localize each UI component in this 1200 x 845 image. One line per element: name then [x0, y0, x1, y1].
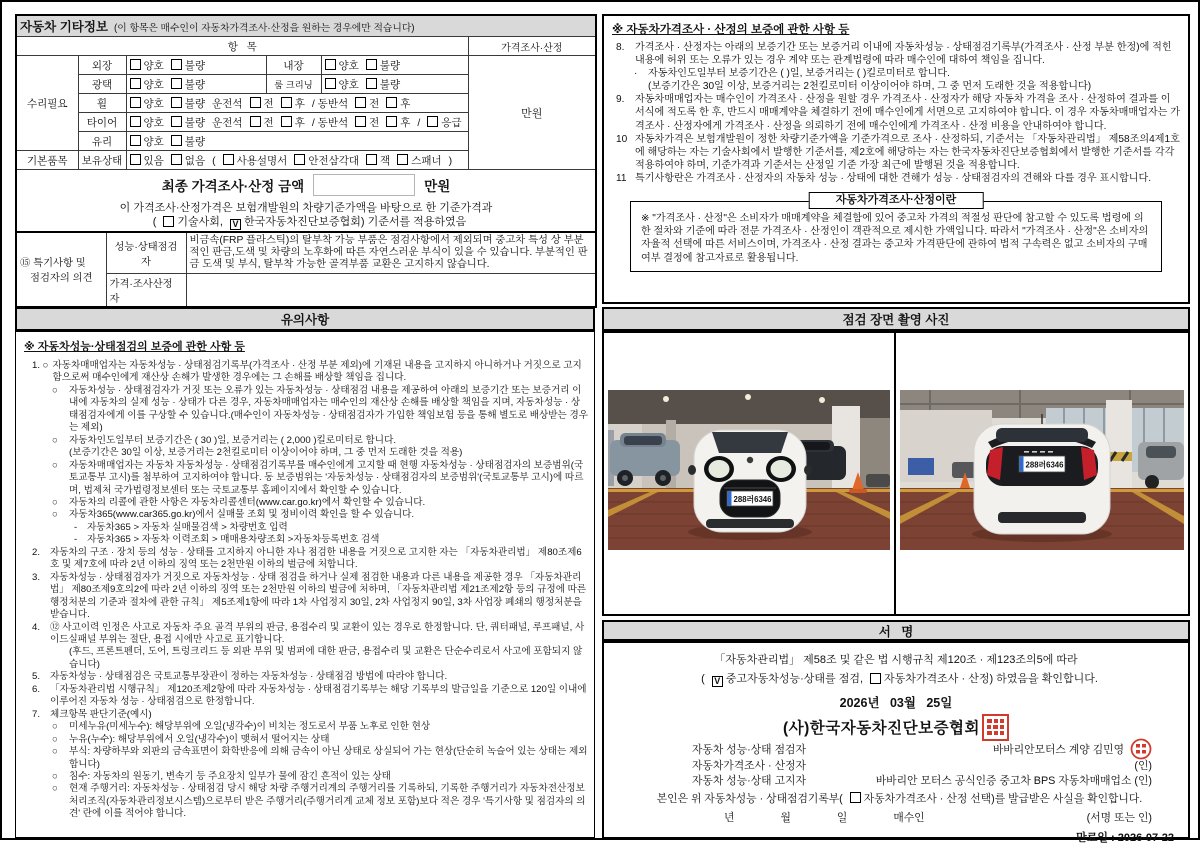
notice-item: [22, 646, 588, 671]
row-roomcleaning-checks: [321, 75, 468, 94]
checkbox-label: 전: [369, 97, 380, 110]
notice-item: [22, 547, 588, 572]
hold-state-label: 보유상태: [78, 151, 126, 170]
notice-item-text: 침수: 자동차의 원동기, 변속기 등 주요장치 일부가 물에 잠긴 흔적이 있는 상태: [69, 770, 391, 782]
notice-item: [612, 172, 1180, 185]
checkbox-label: 기술사회,: [177, 216, 223, 228]
row-polish-checks: [126, 75, 266, 94]
photo-rear-of-car: [900, 390, 1184, 550]
blue-cloth: [908, 458, 934, 475]
notice-item-marker: ○: [52, 783, 58, 795]
front-license-plate: [727, 491, 773, 506]
notice-item: [22, 622, 588, 647]
final-price-unit: 만원: [424, 179, 451, 194]
checkbox-label: 후: [294, 97, 305, 110]
notice-item-text: 체크항목 판단기준(예시): [50, 708, 152, 720]
buyer-confirm-line: [614, 791, 1178, 806]
notice-item: [612, 41, 1180, 67]
performance-notice-list: [22, 360, 588, 821]
checkbox-label: 후: [400, 116, 411, 129]
notice-item: [22, 497, 588, 509]
photo-front-of-car: [608, 390, 890, 550]
row-glass-checks: [126, 132, 468, 151]
final-price-input[interactable]: [313, 174, 415, 196]
notice-item: [22, 684, 588, 709]
notice-item-marker: 2.: [32, 546, 41, 558]
checkbox[interactable]: [130, 97, 141, 108]
appraiser-opinion-text: [186, 274, 596, 308]
checkbox-label: 불량: [184, 97, 206, 110]
checkbox[interactable]: [163, 216, 174, 227]
buyer-month-label: 월: [780, 811, 791, 824]
notice-item-marker: ○: [52, 746, 58, 758]
buyer-year-label: 년: [724, 811, 735, 824]
checkbox-checked[interactable]: V: [712, 676, 723, 687]
notice-item-marker: 11: [616, 172, 627, 184]
col-header-item: 항 목: [16, 37, 468, 56]
checkbox[interactable]: [250, 97, 261, 108]
sign-row-notifier-value: 바바리안 모터스 공식인증 중고차 BPS 자동차매매업소 (인): [875, 774, 1152, 787]
sign-row-appraiser: [614, 758, 1178, 773]
checkbox[interactable]: [870, 673, 881, 684]
inline-text: (: [212, 154, 216, 167]
checkbox-label: 전: [263, 116, 274, 129]
row-exterior-label: 외장: [78, 56, 126, 75]
notice-item: [612, 133, 1180, 172]
checkbox-label: 불량: [184, 59, 206, 72]
performance-notice-box: [15, 331, 595, 839]
special-notes-table: [15, 231, 597, 309]
checkbox[interactable]: [427, 116, 438, 127]
notice-item-marker: 10: [616, 133, 628, 145]
checkbox-label: 불량: [379, 59, 401, 72]
notice-item: [22, 447, 588, 459]
checkbox-label: 잭: [380, 154, 391, 167]
checkbox-label: 후: [400, 97, 411, 110]
notice-item-marker: ○: [52, 496, 58, 508]
rear-license-plate: [1019, 456, 1065, 472]
notice-item-text: 자동차인도일부터 보증기간은 ( )일, 보증거리는 ( )킬로미터로 합니다.: [648, 68, 950, 80]
checkbox[interactable]: [355, 116, 366, 127]
notice-item-text: 자동차365 > 자동차 실매물검색 > 차량번호 입력: [87, 521, 288, 533]
checkbox-label: 양호: [143, 78, 164, 91]
checkbox-label: 양호: [143, 116, 164, 129]
notice-item-text: 가격조사 · 산정자는 아래의 보증기간 또는 보증거리 이내에 자동차성능 · 상태점검기록부(가격조사 · 산정 부분 한정)에 적힌 내용에 허위 또는 오류가 있는 경우 계약 또는 관계법령에 따라 매수인에 대하여 책임을 집니다.: [635, 42, 1172, 67]
notice-item: [22, 572, 588, 622]
row-exterior-checks: [126, 56, 266, 75]
association-name: (사)한국자동차진단보증협회: [782, 720, 980, 737]
notice-item: [22, 460, 588, 497]
inline-text: 운전석: [212, 116, 243, 129]
notice-item-marker: 7.: [32, 708, 41, 720]
checkbox-label: 양호: [143, 97, 164, 110]
other-info-table: [15, 14, 597, 233]
basis-line-1: 이 가격조사·산정가격은 보험개발원의 차량기준가액을 바탕으로 한 기준가격과: [119, 202, 493, 214]
notice-item-text: 자동차매매업자는 자동차 자동차성능 · 상태점검기록부를 매수인에게 고지할 때 현행 자동차성능 · 상태점검자의 보증범위(국토교통부 고시)를 첨부하여 고지하여야 합니다. 동 보증범위는 '자동차성능 · 상태점검자의 보증범위'(국토교통부 고시)에 따르며, 법제처 국가법령정보센터 또는 국토교통부 홈페이지에서 확인할 수 있습니다.: [69, 459, 584, 496]
checkbox-label: 스패너: [411, 154, 442, 167]
inline-text: (: [701, 673, 705, 685]
row-wheel-label: 휠: [78, 94, 126, 113]
checkbox-label: 양호: [143, 135, 164, 148]
checkbox[interactable]: [250, 116, 261, 127]
checkbox[interactable]: [355, 97, 366, 108]
expiry-date: 만료일 : 2026-07-22: [1076, 831, 1174, 844]
other-info-subtitle: (이 항목은 매수인이 자동차가격조사·산정을 원하는 경우에만 적습니다): [114, 23, 415, 34]
sign-row-notifier-label: 자동차 성능·상태 고지자: [692, 774, 806, 787]
buyer-signature-row: [614, 810, 1178, 825]
checkbox-label: 후: [294, 116, 305, 129]
checkbox[interactable]: [281, 97, 292, 108]
signature-section-header: 서 명: [602, 620, 1190, 641]
appraisal-definition-title: 자동차가격조사·산정이란: [809, 192, 984, 209]
row-interior-checks: [321, 56, 468, 75]
svg-text:288러6346: 288러6346: [1025, 460, 1065, 470]
sign-row-appraiser-value: (인): [1134, 759, 1152, 772]
buyer-sign-hint: (서명 또는 인): [1086, 811, 1152, 824]
checkbox-label: 불량: [379, 78, 401, 91]
checkbox-checked[interactable]: V: [230, 219, 241, 230]
notice-item-text: 부식: 차량하부와 외판의 금속표면이 화학반응에 의해 금속이 아닌 상태로 상실되어 가는 현상(단순히 녹슬어 있는 상태는 제외합니다): [69, 746, 588, 770]
notice-item-marker: -: [74, 521, 78, 533]
checkbox-label: 있음: [143, 154, 164, 167]
checkbox[interactable]: [386, 116, 397, 127]
notice-item: [22, 534, 588, 546]
inline-text: / 동반석: [311, 97, 349, 110]
notice-item: [22, 671, 588, 683]
notice-item-marker: 1. ○: [32, 360, 49, 371]
checkbox[interactable]: [366, 154, 377, 165]
notice-item: [22, 509, 588, 521]
sign-row-appraiser-label: 자동차가격조사 · 산정자: [692, 759, 806, 772]
basic-items-checks: [126, 151, 468, 170]
notice-item-marker: 4.: [32, 621, 41, 633]
notice-item-marker: ○: [52, 770, 58, 782]
notice-item-text: 자동차의 리콜에 관한 사항은 자동차리콜센터(www.car.go.kr)에서 확인할 수 있습니다.: [69, 496, 426, 508]
inspector-opinion-text: 비금속(FRP 플라스틱)의 탈부착 가능 부품은 점검사항에서 제외되며 중고차 특성 상 부분적인 판금,도색 및 차량의 노후화에 따른 자연스러운 부식이 있을 수 있습니다. 부분적인 판금 도색 및 부식, 탈부착 가능한 골격부품 교환은 고지하지 않습니다.: [186, 232, 596, 274]
notice-item: [22, 360, 588, 385]
price-unit-cell: 만원: [468, 56, 596, 170]
basic-items-label: 기본품목: [16, 151, 78, 170]
notice-item: [22, 771, 588, 783]
notice-item-text: 현재 주행거리: 자동차성능 · 상태점검 당시 해당 차량 주행거리계의 주행거리를 기록하되, 기록한 주행거리가 자동차전산정보처리조직(자동차관리정보시스템)으로부터 받은 주행거리(주행거리계 교체 정보 포함)보다 적은 경우 '특기사항 및 점검자의 의견' 란에 이를 적어야 합니다.: [69, 783, 586, 820]
svg-text:288러6346: 288러6346: [733, 495, 773, 504]
buyer-day-label: 일: [836, 811, 848, 824]
notice-item-text: 자동차365 > 자동차 이력조회 > 매매용차량조회 >자동차등록번호 검색: [87, 534, 380, 546]
checkbox-label: 불량: [184, 78, 206, 91]
row-wheel-checks: [126, 94, 468, 113]
checkbox[interactable]: [223, 154, 234, 165]
notice-item: [612, 80, 1180, 93]
appraisal-definition-text: ※ "가격조사 · 산정"은 소비자가 매매계약을 체결함에 있어 중고차 가격의 적절성 판단에 참고할 수 있도록 법령에 의한 절차와 기준에 따라 전문 가격조사 · 산정인이 객관적으로 제시한 가액입니다. 따라서 "가격조사 · 산정"은 소비자의 자율적 선택에 따른 서비스이며, 가격조사 · 산정 결과는 중고차 가격판단에 관하여 법적 구속력은 없고 소비자의 구매여부 결정에 참고자료로 활용됩니다.: [641, 213, 1149, 264]
notice-item-marker: 9.: [616, 94, 625, 106]
checkbox[interactable]: [171, 135, 182, 146]
notice-item-text: 자동차성능 · 상태점검자가 거짓으로 자동차성능 · 상태 점검을 하거나 실제 점검한 내용과 다른 내용을 제공한 경우 「자동차관리법」 제80조제9호의2에 따라 2년 이하의 징역 또는 2천만원 이하의 벌금에 처하며, 「자동차관리법 제21조제2항 등의 규정에 따른 행정처분의 기준과 절차에 관한 규칙」 제5조제1항에 따라 1차 사업정지 30일, 2차 사업정지 90일, 3차 사업장 폐쇄의 행정처분을 받습니다.: [50, 571, 587, 621]
checkbox[interactable]: [325, 78, 336, 89]
performance-notice-title: ※ 자동차성능·상태점검의 보증에 관한 사항 등: [24, 341, 245, 353]
sign-row-inspector: [614, 741, 1178, 758]
inspector-opinion-label: 성능·상태점검자: [106, 232, 186, 274]
checkbox[interactable]: [325, 59, 336, 70]
checkbox-label: 양호: [143, 59, 164, 72]
notice-item-text: 자동차인도일부터 보증기간은 ( 30 )일, 보증거리는 ( 2,000 )킬로미터로 합니다.: [69, 434, 397, 446]
mini-front-car: [688, 430, 812, 532]
notice-item: [22, 721, 588, 733]
checkbox-label: 전: [263, 97, 274, 110]
final-price-line: [20, 174, 592, 196]
caution-section-header: 유의사항: [15, 307, 595, 331]
checkbox[interactable]: [171, 154, 182, 165]
checkbox[interactable]: [294, 154, 305, 165]
row-polish-label: 광택: [78, 75, 126, 94]
basis-line-2: [20, 215, 592, 230]
notice-item-marker: 8.: [616, 42, 625, 53]
repair-group-label: 수리필요: [16, 56, 78, 151]
notice-item: [612, 93, 1180, 132]
sign-row-inspector-value: 바바리안모터스 계양 김민영: [992, 743, 1124, 756]
notice-item-text: 자동차성능 · 상태점검자가 거짓 또는 오류가 있는 자동차성능 · 상태점검 내용을 제공하여 아래의 보증기간 또는 보증거리 이내에 자동차의 실제 성능 · 상태가 다른 경우, 자동차매매업자는 매수인의 재산상 손해를 배상할 책임을 지며, 자동차성능 · 상태점검자에게 이를 구상할 수 있습니다.(매수인이 자동차성능 · 상태점검자가 가입한 책임보험 등을 통해 별도로 배상받는 경우는 제외): [69, 384, 589, 434]
checkbox[interactable]: [130, 116, 141, 127]
notice-item: [22, 522, 588, 534]
association-line: [614, 714, 1178, 741]
notice-item-text: 특기사항란은 가격조사 · 산정자의 자동차 성능 · 상태에 대한 견해가 성능 · 상태점검자의 견해와 다를 경우 표시합니다.: [635, 172, 1152, 184]
photo-front-cell: [604, 333, 896, 614]
checkbox-label: 한국자동차진단보증협회) 기준서를 적용하였음: [243, 216, 467, 228]
notice-item: [22, 746, 588, 771]
notice-item-text: 자동차365(www.car365.go.kr)에서 실매물 조회 및 정비이력 확인을 할 수 있습니다.: [69, 509, 415, 521]
checkbox-label: 안전삼각대: [308, 154, 360, 167]
inline-text: 본인은 위 자동차성능 · 상태점검기록부(: [656, 792, 843, 805]
notice-item-text: 자동차매매업자는 매수인이 가격조사 · 산정을 원할 경우 가격조사 · 산정자가 해당 자동차 가격을 조사 · 산정하여 결과를 이 서식에 적도록 한 후, 반드시 매매계약을 체결하기 전에 매수인에게 서면으로 고지하여야 합니다. 이 경우 자동차매매업자는 가격조사 · 산정자에게 가격조사 · 산정을 의뢰하기 전에 매수인에게 가격조사 · 산정 비용을 안내하여야 합니다.: [635, 94, 1180, 132]
inline-text: /: [417, 116, 421, 129]
appraisal-definition-box: [630, 194, 1162, 272]
notice-item: [22, 435, 588, 447]
checkbox[interactable]: [130, 135, 141, 146]
checkbox[interactable]: [397, 154, 408, 165]
notice-item-text: 자동차의 구조 · 장치 등의 성능 · 상태를 고지하지 아니한 자나 점검한 내용을 거짓으로 고지한 자는 「자동차관리법」 제80조제6호 및 제7호에 따라 2년 이하의 징역 또는 2천만원 이하의 벌금에 처합니다.: [50, 546, 582, 571]
sign-row-notifier: [614, 773, 1178, 788]
notice-item-text: ⑫ 사고이력 인정은 사고로 자동차 주요 골격 부위의 판금, 용접수리 및 교환이 있는 경우로 한정합니다. 단, 쿼터패널, 루프패널, 사이드실패널 부위는 절단, 용접 시에만 사고로 표기합니다.: [50, 621, 585, 645]
notice-item-marker: ○: [52, 384, 58, 396]
row-glass-label: 유리: [78, 132, 126, 151]
checkbox-label: 양호: [338, 59, 359, 72]
checkbox-label: 자동차가격조사 · 산정) 하였음을 확인합니다.: [884, 673, 1098, 685]
notice-item-text: (보증기간은 30일 이상, 보증거리는 2천킬로미터 이상이어야 하며, 그 중 먼저 도래한 것을 적용): [69, 447, 463, 459]
row-roomcleaning-label: 룸 크리닝: [266, 75, 321, 94]
notice-item-marker: 3.: [32, 571, 41, 583]
notice-item-text: 자동차가격은 보험개발원이 정한 차량기준가액을 기준가격으로 조사 · 산정하되, 기준서는 「자동차관리법」 제58조의4제1호에 해당하는 자는 기술사회에서 발행한 기준서를, 제2호에 해당하는 자는 한국자동차진단보증협회에서 발행한 기준서를 각각 적용하여야 하며, 기준가격과 기준서는 산정일 기준 가장 최근에 발행된 것을 적용합니다.: [635, 133, 1180, 171]
special-notes-label: [16, 232, 106, 308]
checkbox[interactable]: [366, 78, 377, 89]
other-info-section: [15, 14, 595, 308]
notice-item-marker: ○: [52, 434, 58, 446]
checkbox-label: 사용설명서: [236, 154, 288, 167]
price-appraisal-notice-list: [612, 41, 1180, 185]
notice-item-marker: ○: [52, 721, 58, 733]
notice-item-text: (후드, 프론트펜더, 도어, 트렁크리드 등 외판 부위 및 범퍼에 대한 판금, 용접수리 및 교환은 단순수리로서 사고에 포함되지 않습니다): [69, 646, 583, 670]
notice-item-marker: ○: [52, 733, 58, 745]
other-info-title: 자동차 기타정보: [20, 20, 108, 34]
notice-item-text: 누유(누수): 해당부위에서 오일(냉각수)이 맺혀서 떨어지는 상태: [69, 733, 330, 745]
notice-item: [22, 709, 588, 721]
notice-item-marker: -: [74, 534, 78, 546]
inspection-photos: [602, 331, 1190, 616]
mini-rear-car: [974, 414, 1110, 534]
special-notes-label-line2: 점검자의 의견: [30, 273, 93, 285]
notice-item-marker: ○: [52, 459, 58, 471]
final-price-cell: [16, 170, 596, 232]
row-tire-label: 타이어: [78, 113, 126, 132]
other-info-header: [16, 15, 596, 37]
checkbox-label: 자동차가격조사 · 산정 선택)를 발급받은 사실을 확인합니다.: [863, 792, 1143, 805]
checkbox-label: 없음: [184, 154, 206, 167]
notice-item: [612, 67, 1180, 80]
checkbox[interactable]: [281, 116, 292, 127]
checkbox[interactable]: [366, 59, 377, 70]
checkbox-label: 전: [369, 116, 380, 129]
notice-item-text: (보증기간은 30일 이상, 보증거리는 2천킬로미터 이상이어야 하며, 그 중 먼저 도래한 것을 적용합니다): [648, 81, 1092, 93]
checkbox[interactable]: [130, 78, 141, 89]
special-notes-label-line1: ⑮ 특기사항 및: [20, 258, 86, 270]
checkbox[interactable]: [130, 154, 141, 165]
checkbox[interactable]: [850, 792, 861, 803]
checkbox-label: 양호: [338, 78, 359, 91]
notice-item: [22, 783, 588, 820]
checkbox-label: 중고자동차성능·상태를 점검,: [725, 673, 864, 685]
photo-section-header: 점검 장면 촬영 사진: [602, 307, 1190, 331]
notice-item-marker: ○: [52, 509, 58, 521]
sign-row-inspector-label: 자동차 성능·상태 점검자: [692, 743, 806, 756]
notice-item: [22, 385, 588, 435]
col-header-price: 가격조사·산정: [468, 37, 596, 56]
notice-item-text: 자동차매매업자는 자동차성능 · 상태점검기록부(가격조사 · 산정 부분 제외)에 기재된 내용을 고지하지 아니하거나 거짓으로 고지함으로써 매수인에게 재산상 손해가 발생한 경우에는 그 손해를 배상할 책임을 집니다.: [52, 360, 582, 384]
checkbox[interactable]: [386, 97, 397, 108]
notice-item-text: 자동차성능 · 상태점검은 국토교통부장관이 정하는 자동차성능 · 상태점검 방법에 따라야 합니다.: [50, 671, 448, 683]
final-price-label: 최종 가격조사·산정 금액: [161, 179, 305, 194]
checkbox-label: 응급: [441, 116, 462, 129]
signature-law-line: 「자동차관리법」 제58조 및 같은 법 시행규칙 제120조 · 제123조의5에 따라: [714, 654, 1078, 666]
notice-item-marker: 5.: [32, 671, 41, 683]
checkbox-label: 불량: [184, 116, 206, 129]
inline-text: / 동반석: [311, 116, 349, 129]
checkbox[interactable]: [171, 78, 182, 89]
notice-item-marker: ·: [634, 68, 638, 80]
signature-box: [602, 641, 1190, 844]
price-appraisal-notice-title: ※ 자동차가격조사 · 산정의 보증에 관한 사항 등: [612, 24, 850, 36]
inline-text: (: [152, 216, 157, 228]
inline-text: ): [448, 154, 453, 167]
notice-item-text: 「자동차관리법 시행규칙」 제120조제2항에 따라 자동차성능 · 상태점검기록부는 해당 기록부의 발급일을 기준으로 120일 이내에 이루어진 자동차 성능 · 상태점검으로 한정합니다.: [50, 683, 587, 708]
checkbox[interactable]: [171, 59, 182, 70]
notice-item: [22, 734, 588, 746]
inline-text: 운전석: [212, 97, 243, 110]
price-appraisal-notice-box: [602, 14, 1190, 304]
buyer-label: 매수인: [893, 811, 925, 824]
association-seal: [982, 714, 1009, 741]
signature-date: 2026년 03월 25일: [839, 695, 953, 710]
checkbox[interactable]: [130, 59, 141, 70]
signature-confirm-line: [614, 670, 1178, 687]
checkbox[interactable]: [171, 116, 182, 127]
row-tire-checks: [126, 113, 468, 132]
notice-item-marker: 6.: [32, 683, 41, 695]
row-interior-label: 내장: [266, 56, 321, 75]
appraiser-opinion-label: 가격·조사산정자: [106, 274, 186, 308]
checkbox[interactable]: [171, 97, 182, 108]
notice-item-text: 미세누유(미세누수): 해당부위에 오일(냉각수)이 비치는 정도로서 부품 노후로 인한 현상: [69, 721, 431, 733]
photo-rear-cell: [896, 333, 1188, 614]
checkbox-label: 불량: [184, 135, 206, 148]
